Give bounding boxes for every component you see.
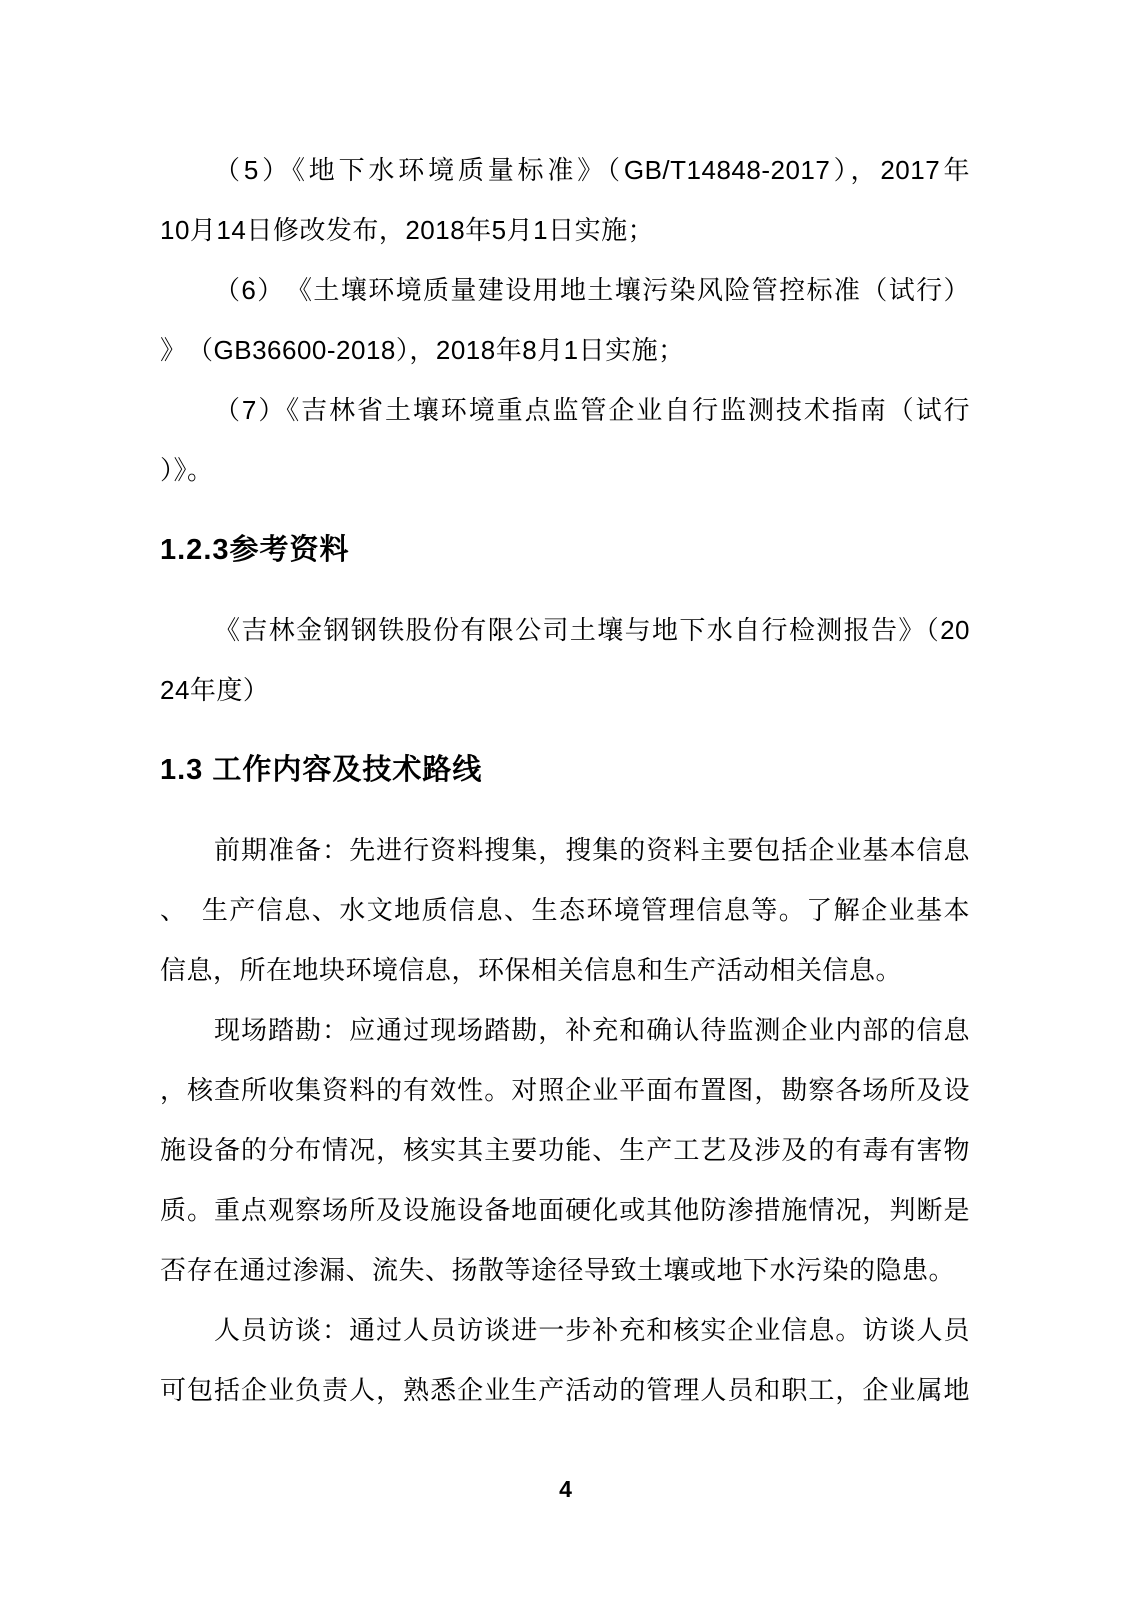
- text-line: 否存在通过渗漏、流失、扬散等途径导致土壤或地下水污染的隐患。: [160, 1255, 956, 1285]
- text-line: 《吉林金钢钢铁股份有限公司土壤与地下水自行检测报告》（20: [214, 615, 970, 645]
- text-line: （6） 《土壤环境质量建设用地土壤污染风险管控标准（试行）: [214, 275, 970, 305]
- text-line: 24年度）: [160, 675, 270, 705]
- text-line: 》 （GB36600-2018），2018年8月1日实施；: [160, 335, 685, 365]
- section-heading: 1.3 工作内容及技术路线: [160, 754, 483, 786]
- text-line: 质。重点观察场所及设施设备地面硬化或其他防渗措施情况，判断是: [160, 1195, 970, 1225]
- text-line: 、 生产信息、水文地质信息、生态环境管理信息等。了解企业基本: [160, 895, 970, 925]
- text-line: 现场踏勘：应通过现场踏勘，补充和确认待监测企业内部的信息: [214, 1015, 970, 1045]
- text-line: 前期准备：先进行资料搜集，搜集的资料主要包括企业基本信息: [214, 835, 970, 865]
- text-line: （7）《吉林省土壤环境重点监管企业自行监测技术指南（试行: [214, 395, 970, 425]
- text-line: 施设备的分布情况，核实其主要功能、生产工艺及涉及的有毒有害物: [160, 1135, 970, 1165]
- text-line: ，核查所收集资料的有效性。对照企业平面布置图，勘察各场所及设: [160, 1075, 970, 1105]
- page-number: 4: [559, 1476, 572, 1502]
- text-line: 可包括企业负责人，熟悉企业生产活动的管理人员和职工，企业属地: [160, 1375, 970, 1405]
- text-line: 信息，所在地块环境信息，环保相关信息和生产活动相关信息。: [160, 955, 903, 985]
- section-heading: 1.2.3参考资料: [160, 534, 350, 566]
- text-line: （5）《地下水环境质量标准》（GB/T14848-2017），2017年: [214, 155, 970, 185]
- text-line: 人员访谈：通过人员访谈进一步补充和核实企业信息。访谈人员: [214, 1315, 970, 1345]
- text-line: 10月14日修改发布，2018年5月1日实施；: [160, 215, 655, 245]
- text-line: ）》。: [160, 455, 214, 485]
- document-body: [160, 140, 970, 1420]
